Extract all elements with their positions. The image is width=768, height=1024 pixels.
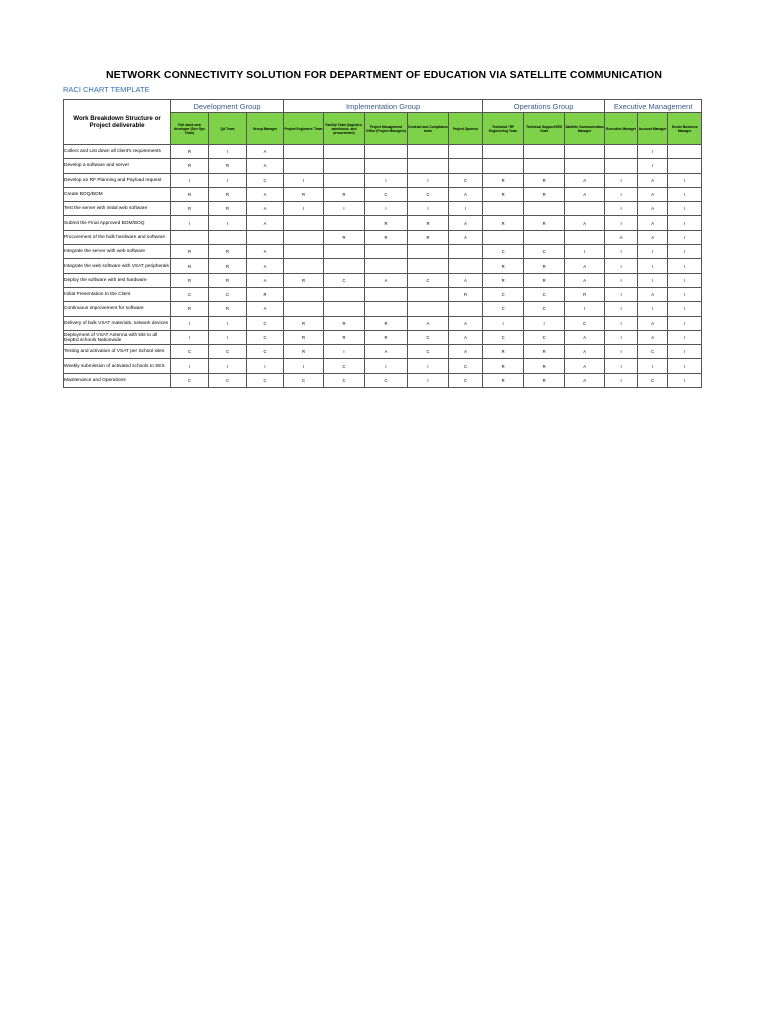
- raci-cell: C: [638, 373, 668, 387]
- raci-cell: R: [524, 216, 565, 230]
- raci-cell: I: [209, 330, 247, 344]
- table-row: [64, 187, 702, 201]
- raci-cell: A: [247, 216, 284, 230]
- raci-cell: [408, 302, 449, 316]
- raci-cell: [365, 159, 408, 173]
- raci-cell: I: [324, 202, 365, 216]
- raci-cell: R: [408, 230, 449, 244]
- raci-cell: [408, 245, 449, 259]
- raci-cell: R: [171, 273, 209, 287]
- raci-cell: A: [565, 273, 605, 287]
- role-header: Contract and Compliance team: [408, 113, 449, 145]
- role-header: Executive Manager: [605, 113, 638, 145]
- raci-cell: [524, 202, 565, 216]
- raci-cell: C: [209, 287, 247, 301]
- raci-cell: I: [209, 316, 247, 330]
- raci-cell: [483, 202, 524, 216]
- raci-cell: [324, 159, 365, 173]
- raci-cell: [483, 159, 524, 173]
- raci-cell: R: [524, 273, 565, 287]
- raci-cell: C: [171, 345, 209, 359]
- table-row: [64, 145, 702, 159]
- group-header: Executive Management: [605, 100, 702, 113]
- raci-cell: A: [365, 273, 408, 287]
- raci-cell: R: [524, 345, 565, 359]
- raci-cell: I: [605, 287, 638, 301]
- raci-cell: C: [483, 287, 524, 301]
- raci-cell: I: [605, 245, 638, 259]
- raci-cell: I: [408, 173, 449, 187]
- raci-cell: A: [638, 330, 668, 344]
- raci-cell: R: [171, 302, 209, 316]
- raci-cell: A: [449, 273, 483, 287]
- raci-cell: [408, 287, 449, 301]
- raci-cell: R: [324, 330, 365, 344]
- raci-cell: R: [324, 316, 365, 330]
- raci-cell: A: [565, 216, 605, 230]
- raci-cell: R: [171, 245, 209, 259]
- raci-cell: I: [638, 359, 668, 373]
- raci-cell: I: [638, 145, 668, 159]
- group-header-row: [64, 100, 702, 113]
- table-row: [64, 202, 702, 216]
- raci-cell: A: [408, 316, 449, 330]
- raci-cell: A: [449, 216, 483, 230]
- raci-cell: R: [483, 173, 524, 187]
- raci-cell: [449, 145, 483, 159]
- raci-cell: I: [605, 316, 638, 330]
- raci-cell: R: [284, 273, 324, 287]
- raci-cell: R: [524, 173, 565, 187]
- task-cell: Develop an RF Planning and Payload request: [64, 173, 171, 187]
- raci-cell: R: [483, 345, 524, 359]
- raci-cell: R: [209, 273, 247, 287]
- raci-cell: A: [565, 330, 605, 344]
- task-cell: Test the server with initial web software: [64, 202, 171, 216]
- role-header: Technical Support/SES Team: [524, 113, 565, 145]
- raci-cell: I: [668, 373, 702, 387]
- raci-cell: I: [209, 173, 247, 187]
- raci-cell: C: [171, 287, 209, 301]
- raci-cell: A: [638, 287, 668, 301]
- raci-cell: R: [483, 373, 524, 387]
- raci-cell: [209, 230, 247, 244]
- raci-cell: I: [408, 359, 449, 373]
- group-header: Operations Group: [483, 100, 605, 113]
- raci-cell: I: [565, 302, 605, 316]
- raci-cell: C: [408, 330, 449, 344]
- raci-cell: [449, 159, 483, 173]
- raci-cell: I: [638, 159, 668, 173]
- table-row: [64, 330, 702, 344]
- role-header: Project Engineers' Team: [284, 113, 324, 145]
- raci-cell: [284, 145, 324, 159]
- raci-cell: C: [449, 359, 483, 373]
- raci-cell: A: [565, 359, 605, 373]
- raci-cell: I: [605, 359, 638, 373]
- raci-cell: [284, 259, 324, 273]
- raci-cell: [284, 245, 324, 259]
- raci-cell: I: [171, 359, 209, 373]
- raci-cell: [668, 145, 702, 159]
- raci-cell: R: [284, 187, 324, 201]
- raci-cell: R: [524, 187, 565, 201]
- raci-cell: R: [449, 287, 483, 301]
- task-cell: Testing and activation of VSAT per School sites: [64, 345, 171, 359]
- raci-cell: C: [483, 302, 524, 316]
- raci-cell: R: [365, 230, 408, 244]
- raci-cell: I: [668, 173, 702, 187]
- role-header: Satellite Communication Manager: [565, 113, 605, 145]
- raci-cell: C: [247, 316, 284, 330]
- raci-cell: R: [284, 330, 324, 344]
- raci-cell: R: [524, 359, 565, 373]
- task-cell: Collect and List down all client's requirements: [64, 145, 171, 159]
- table-row: [64, 273, 702, 287]
- raci-cell: [365, 259, 408, 273]
- table-row: [64, 359, 702, 373]
- raci-cell: I: [284, 173, 324, 187]
- raci-cell: A: [449, 330, 483, 344]
- raci-cell: I: [605, 187, 638, 201]
- raci-cell: R: [171, 259, 209, 273]
- raci-cell: R: [365, 316, 408, 330]
- raci-cell: I: [638, 259, 668, 273]
- raci-cell: R: [171, 145, 209, 159]
- raci-cell: I: [247, 359, 284, 373]
- raci-cell: I: [284, 202, 324, 216]
- raci-cell: R: [171, 159, 209, 173]
- raci-cell: [449, 302, 483, 316]
- raci-cell: I: [365, 202, 408, 216]
- raci-cell: R: [483, 216, 524, 230]
- task-cell: Create BOQ/BOM: [64, 187, 171, 201]
- raci-cell: R: [483, 359, 524, 373]
- raci-cell: I: [408, 202, 449, 216]
- raci-cell: A: [638, 230, 668, 244]
- raci-cell: R: [565, 287, 605, 301]
- raci-cell: [408, 259, 449, 273]
- raci-cell: I: [605, 173, 638, 187]
- raci-cell: R: [247, 287, 284, 301]
- role-header: Account Manager: [638, 113, 668, 145]
- raci-cell: C: [247, 330, 284, 344]
- table-row: [64, 259, 702, 273]
- raci-cell: C: [209, 373, 247, 387]
- raci-cell: I: [605, 373, 638, 387]
- raci-cell: I: [668, 230, 702, 244]
- raci-cell: R: [209, 187, 247, 201]
- wbs-header: Work Breakdown Structure or Project deliverable: [64, 100, 171, 145]
- raci-cell: [365, 145, 408, 159]
- raci-cell: A: [565, 259, 605, 273]
- raci-cell: [408, 159, 449, 173]
- raci-cell: R: [524, 259, 565, 273]
- raci-cell: [565, 159, 605, 173]
- table-row: [64, 173, 702, 187]
- raci-cell: I: [605, 259, 638, 273]
- table-row: [64, 316, 702, 330]
- task-cell: Initial Presentation to the Client: [64, 287, 171, 301]
- raci-cell: I: [668, 202, 702, 216]
- role-header: Senior Business Manager: [668, 113, 702, 145]
- raci-cell: I: [365, 173, 408, 187]
- table-row: [64, 159, 702, 173]
- task-cell: Weekly submission of activated schools to SES: [64, 359, 171, 373]
- raci-cell: I: [171, 216, 209, 230]
- task-cell: Submit the Final Approved BOM/BOQ: [64, 216, 171, 230]
- raci-cell: R: [483, 259, 524, 273]
- raci-cell: I: [483, 316, 524, 330]
- raci-table: [63, 99, 702, 388]
- raci-cell: A: [638, 187, 668, 201]
- raci-cell: [284, 287, 324, 301]
- raci-cell: I: [605, 330, 638, 344]
- raci-cell: I: [638, 302, 668, 316]
- raci-cell: [449, 245, 483, 259]
- raci-cell: C: [284, 373, 324, 387]
- raci-cell: [483, 230, 524, 244]
- raci-cell: I: [209, 216, 247, 230]
- task-cell: Develop a software and server: [64, 159, 171, 173]
- raci-cell: I: [668, 287, 702, 301]
- raci-cell: R: [483, 187, 524, 201]
- raci-cell: C: [524, 287, 565, 301]
- raci-cell: [565, 145, 605, 159]
- raci-cell: [247, 230, 284, 244]
- raci-cell: I: [668, 187, 702, 201]
- raci-cell: [324, 173, 365, 187]
- raci-cell: A: [638, 173, 668, 187]
- raci-cell: A: [565, 173, 605, 187]
- raci-cell: C: [324, 359, 365, 373]
- raci-table-body: [64, 145, 702, 388]
- raci-cell: C: [171, 373, 209, 387]
- raci-cell: A: [565, 345, 605, 359]
- raci-cell: A: [247, 145, 284, 159]
- raci-cell: C: [209, 345, 247, 359]
- raci-cell: I: [668, 245, 702, 259]
- raci-cell: A: [449, 316, 483, 330]
- document-subtitle: RACI CHART TEMPLATE: [63, 85, 150, 94]
- raci-cell: [324, 287, 365, 301]
- raci-cell: [284, 159, 324, 173]
- raci-cell: A: [365, 345, 408, 359]
- raci-cell: I: [524, 316, 565, 330]
- raci-cell: [324, 259, 365, 273]
- raci-cell: I: [668, 345, 702, 359]
- raci-cell: R: [483, 273, 524, 287]
- raci-cell: I: [171, 330, 209, 344]
- raci-cell: [324, 145, 365, 159]
- role-header: Facility Team (logistics, warehouse, and procurement): [324, 113, 365, 145]
- raci-cell: I: [605, 302, 638, 316]
- raci-cell: C: [524, 302, 565, 316]
- task-cell: Procurement of the bulk hardware and software: [64, 230, 171, 244]
- raci-cell: A: [605, 230, 638, 244]
- raci-cell: I: [668, 330, 702, 344]
- raci-cell: C: [324, 273, 365, 287]
- raci-cell: [524, 230, 565, 244]
- raci-cell: C: [324, 373, 365, 387]
- raci-cell: R: [365, 216, 408, 230]
- document-title: NETWORK CONNECTIVITY SOLUTION FOR DEPARTMENT OF EDUCATION VIA SATELLITE COMMUNICATION: [105, 69, 663, 81]
- raci-cell: [284, 302, 324, 316]
- raci-cell: A: [247, 273, 284, 287]
- role-header: Group Manager: [247, 113, 284, 145]
- role-header: QA Team: [209, 113, 247, 145]
- raci-cell: R: [324, 230, 365, 244]
- raci-cell: I: [449, 202, 483, 216]
- task-cell: Integrate the server with web software: [64, 245, 171, 259]
- raci-cell: R: [209, 202, 247, 216]
- raci-cell: A: [638, 216, 668, 230]
- table-row: [64, 373, 702, 387]
- raci-cell: C: [638, 345, 668, 359]
- raci-cell: I: [408, 373, 449, 387]
- raci-cell: C: [449, 173, 483, 187]
- raci-cell: I: [605, 216, 638, 230]
- raci-cell: I: [668, 302, 702, 316]
- role-header: Project Management Office (Project Managers): [365, 113, 408, 145]
- raci-cell: I: [324, 345, 365, 359]
- raci-cell: R: [209, 302, 247, 316]
- raci-cell: R: [284, 345, 324, 359]
- raci-cell: A: [247, 187, 284, 201]
- raci-cell: C: [449, 373, 483, 387]
- raci-cell: A: [247, 202, 284, 216]
- raci-cell: R: [408, 216, 449, 230]
- task-cell: Continuous improvement for software: [64, 302, 171, 316]
- raci-cell: I: [565, 245, 605, 259]
- raci-cell: I: [668, 273, 702, 287]
- raci-cell: [524, 145, 565, 159]
- raci-cell: I: [605, 202, 638, 216]
- raci-cell: [483, 145, 524, 159]
- raci-cell: C: [408, 273, 449, 287]
- raci-cell: A: [247, 245, 284, 259]
- raci-cell: I: [171, 173, 209, 187]
- raci-cell: R: [524, 373, 565, 387]
- raci-cell: [284, 230, 324, 244]
- raci-cell: I: [668, 316, 702, 330]
- raci-cell: A: [247, 259, 284, 273]
- raci-cell: C: [408, 187, 449, 201]
- raci-cell: R: [209, 259, 247, 273]
- raci-cell: A: [449, 345, 483, 359]
- raci-cell: I: [638, 245, 668, 259]
- raci-cell: [324, 245, 365, 259]
- raci-cell: C: [524, 330, 565, 344]
- raci-cell: R: [209, 159, 247, 173]
- role-header: Technical / RF Engineering Team: [483, 113, 524, 145]
- raci-cell: A: [449, 230, 483, 244]
- raci-cell: A: [638, 202, 668, 216]
- role-header: Full stack web developer (Dev Ops Team): [171, 113, 209, 145]
- raci-cell: I: [284, 359, 324, 373]
- raci-cell: A: [565, 373, 605, 387]
- raci-cell: I: [365, 359, 408, 373]
- raci-cell: C: [247, 373, 284, 387]
- group-header: Development Group: [171, 100, 284, 113]
- table-row: [64, 245, 702, 259]
- raci-cell: [324, 302, 365, 316]
- raci-cell: [324, 216, 365, 230]
- raci-cell: R: [284, 316, 324, 330]
- raci-cell: I: [605, 345, 638, 359]
- raci-cell: C: [365, 373, 408, 387]
- raci-cell: I: [668, 359, 702, 373]
- raci-cell: A: [565, 187, 605, 201]
- raci-cell: A: [449, 187, 483, 201]
- raci-cell: [605, 159, 638, 173]
- raci-cell: C: [483, 330, 524, 344]
- raci-cell: [171, 230, 209, 244]
- raci-cell: [565, 230, 605, 244]
- raci-cell: I: [209, 145, 247, 159]
- raci-cell: I: [209, 359, 247, 373]
- raci-cell: R: [171, 202, 209, 216]
- table-row: [64, 345, 702, 359]
- task-cell: Integrate the web software with VSAT peripherals: [64, 259, 171, 273]
- raci-cell: R: [324, 187, 365, 201]
- raci-cell: C: [247, 345, 284, 359]
- raci-cell: R: [209, 245, 247, 259]
- task-cell: Deploy the software with test hardware: [64, 273, 171, 287]
- table-row: [64, 287, 702, 301]
- raci-cell: [449, 259, 483, 273]
- raci-cell: I: [605, 273, 638, 287]
- raci-cell: [668, 159, 702, 173]
- table-row: [64, 302, 702, 316]
- raci-cell: [605, 145, 638, 159]
- raci-cell: C: [524, 245, 565, 259]
- raci-cell: I: [668, 216, 702, 230]
- task-cell: Delivery of bulk VSAT materials, network devices: [64, 316, 171, 330]
- task-cell: Deployment of VSAT Antenna with kits to all DepEd schools Nationwide: [64, 330, 171, 344]
- raci-cell: [565, 202, 605, 216]
- role-header: Project Sponsor: [449, 113, 483, 145]
- raci-cell: I: [668, 259, 702, 273]
- raci-cell: A: [638, 316, 668, 330]
- raci-cell: [365, 287, 408, 301]
- raci-cell: C: [365, 187, 408, 201]
- raci-cell: A: [247, 159, 284, 173]
- raci-cell: R: [171, 187, 209, 201]
- raci-cell: [524, 159, 565, 173]
- raci-cell: C: [408, 345, 449, 359]
- raci-cell: R: [365, 330, 408, 344]
- table-row: [64, 216, 702, 230]
- task-cell: Maintenance and Operations: [64, 373, 171, 387]
- raci-cell: I: [171, 316, 209, 330]
- raci-cell: [408, 145, 449, 159]
- raci-cell: [365, 245, 408, 259]
- raci-cell: C: [247, 173, 284, 187]
- raci-cell: [284, 216, 324, 230]
- raci-cell: [365, 302, 408, 316]
- table-row: [64, 230, 702, 244]
- raci-cell: I: [638, 273, 668, 287]
- raci-cell: C: [565, 316, 605, 330]
- raci-cell: A: [247, 302, 284, 316]
- raci-cell: C: [483, 245, 524, 259]
- group-header: Implementation Group: [284, 100, 483, 113]
